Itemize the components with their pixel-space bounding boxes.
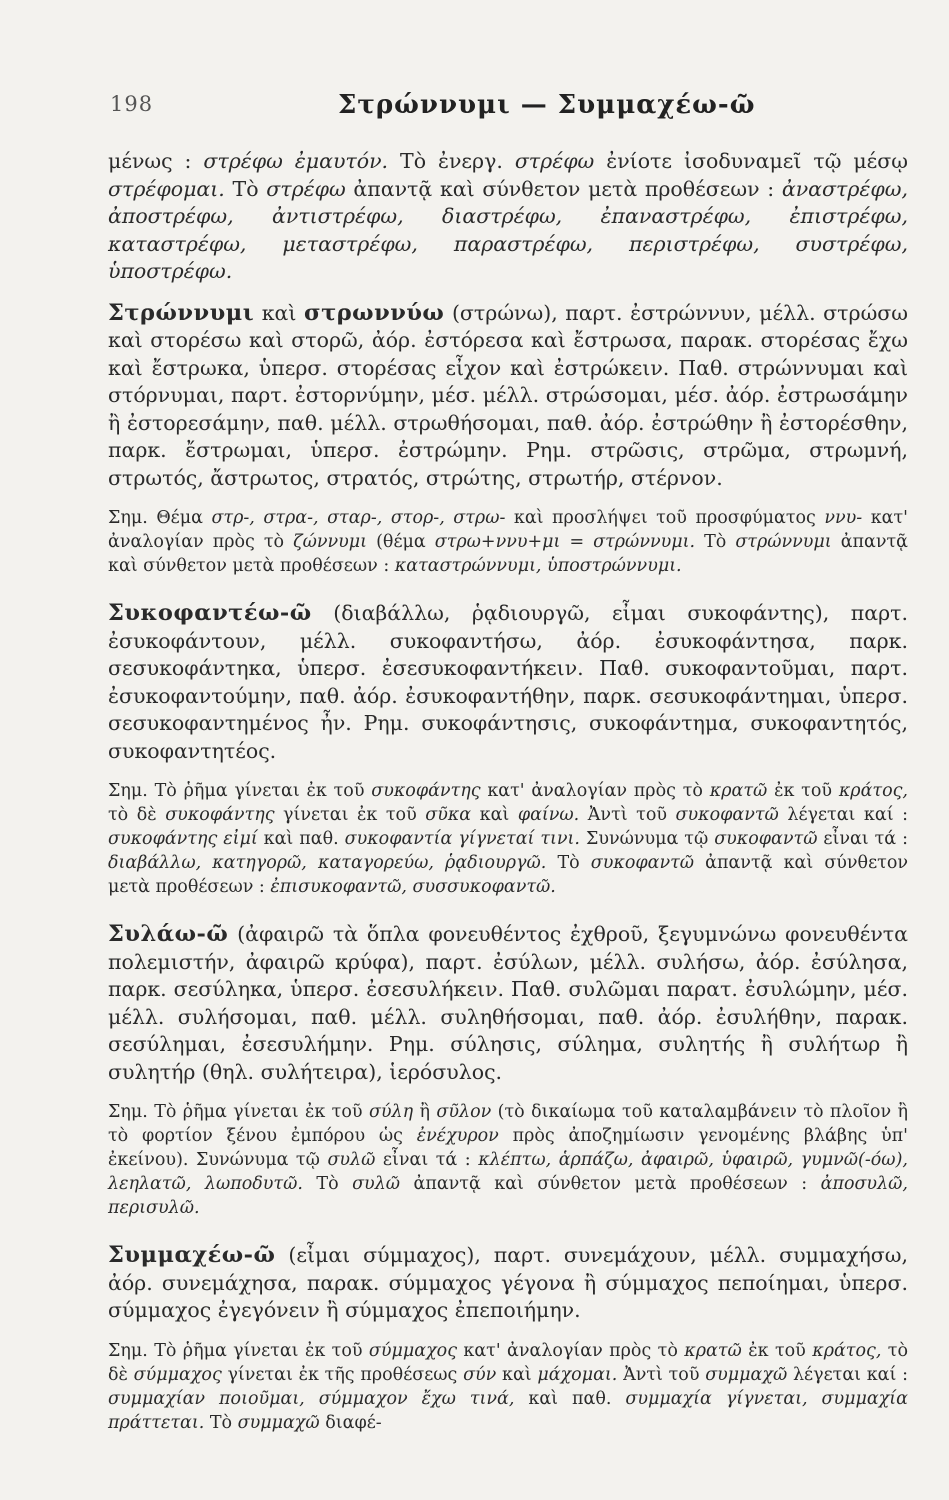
text-run: ἀπαντᾷ καὶ σύνθετον μετὰ προθέσεων : [400,1174,821,1194]
text-run: καὶ παθ. [257,829,345,849]
entry-sykofanteo [108,600,908,765]
italic-run: καταστρώννυμι, ὑποστρώννυμι. [394,556,682,576]
italic-run: φαίνω. [517,805,580,825]
italic-run: συκοφάντης εἰμί [108,829,258,849]
text-run: Ἀντὶ τοῦ [617,1364,706,1385]
text-run: Ἀντὶ τοῦ [579,805,676,825]
italic-run: στρέφομαι. [108,176,225,201]
text-run: λέγεται καί : [787,1364,908,1385]
text-run: ἀπαντᾷ καὶ σύνθετον μετὰ προθέσεων : [345,176,782,201]
italic-run: σῦκα [425,805,472,825]
text-run: καὶ [496,1364,538,1385]
italic-run: συκοφαντῶ [675,805,779,825]
text-run: Σημ. Τὸ ῥῆμα γίνεται ἐκ τοῦ [108,781,372,801]
entry-text: (στρώνω), παρτ. ἐστρώννυν, μέλλ. στρώσω καὶ στορέσω καὶ στορῶ, ἀόρ. ἐστόρεσα καὶ ἔστρωσα, παρακ. στορέσας ἔχω καὶ ἔστρωκα, ὑπερσ. στορέσας εἶχον καὶ ἐστρώκειν. Παθ. στρώννυμαι καὶ στόρνυμαι, παρτ. ἐστορνύμην, μέσ. μέλλ. στρώσομαι, μέσ. ἀόρ. ἐστρωσάμην ἢ ἐστορεσάμην, παθ. μέλλ. στρωθήσομαι, παθ. ἀόρ. ἐστρώθην ἢ ἐστορέσθην, παρκ. ἔστρωμαι, ὑπερσ. ἐστρώμην. Ρημ. στρῶσις, στρῶμα, στρωμνή, στρωτός, ἄστρωτος, στρατός, στρώτης, στρωτήρ, στέρνον. [108,300,908,490]
text-run: (τὸ δικαίωμα τοῦ καταλαμβάνειν τὸ πλοῖον ἢ τὸ φορτίον ξένου ἐμπόρου ὡς [108,1102,908,1146]
page-content [108,148,908,1457]
italic-run: μάχομαι. [537,1364,618,1385]
italic-run: ἐνέχυρον [416,1126,499,1146]
text-run: ἢ [413,1102,437,1122]
entry-text: (διαβάλλω, ῥᾳδιουργῶ, εἶμαι συκοφάντης), παρτ. ἐσυκοφάντουν, μέλλ. συκοφαντήσω, ἀόρ. ἐσυκοφάντησα, παρκ. σεσυκοφάντηκα, ὑπερσ. ἐσεσυκοφαντήκειν. Παθ. συκοφαντοῦμαι, παρτ. ἐσυκοφαντούμην, παθ. ἀόρ. ἐσυκοφαντήθην, παρκ. σεσυκοφάντημαι, ὑπερσ. σεσυκοφαντημένος ἦν. Ρημ. συκοφάντησις, συκοφάντημα, συκοφαντητός, συκοφαντητέος. [108,601,908,763]
italic-run: σύμμαχος [368,1340,458,1361]
intro-paragraph [108,148,908,286]
text-run: τὸ δὲ [108,1340,909,1385]
entry-text: (ἀφαιρῶ τὰ ὅπλα φονευθέντος ἐχθροῦ, ξεγυμνώνω φονευθέντα πολεμιστήν, ἀφαιρῶ κρύφα), παρτ. ἐσύλων, μέλλ. συλήσω, ἀόρ. ἐσύλησα, παρκ. σεσύληκα, ὑπερσ. ἐσεσυλήκειν. Παθ. συλῶμαι παρατ. ἐσυλώμην, μέσ. μέλλ. συλήσομαι, παθ. μέλλ. συληθήσομαι, παθ. ἀόρ. ἐσυλήθην, παρακ. σεσύλημαι, ἐσεσυλήμην. Ρημ. σύλησις, σύλημα, συλητής ἢ συλήτωρ ἢ συλητήρ (θηλ. συλήτειρα), ἱερόσυλος. [108,922,908,1084]
headword: Συλάω-ῶ [108,921,229,947]
entry-symmaxeo [108,1242,908,1325]
italic-run: συλῶ [352,1174,401,1194]
page-number: 198 [110,92,154,116]
text-run: γίνεται ἐκ τῆς προθέσεως [221,1364,464,1385]
running-title: Στρώννυμι — Συμμαχέω-ῶ [338,90,756,120]
italic-run: κράτος, [812,1340,882,1361]
italic-run: στρέφω [266,176,346,201]
text-run: Τὸ [224,176,267,201]
text-run: κατ' ἀναλογίαν πρὸς τὸ [457,1340,685,1361]
text-run: Σημ. Θέμα [108,508,212,528]
note-sylao [108,1100,908,1220]
italic-run: σύλη [368,1102,414,1122]
italic-run: ἀναστρέφω, ἀποστρέφω, ἀντιστρέφω, διαστρέφω, ἐπαναστρέφω, ἐπιστρέφω, καταστρέφω, μεταστρέφω, παραστρέφω, περιστρέφω, συστρέφω, ὑποστρέφω. [108,176,908,283]
text-run: ἐνίοτε ἰσοδυναμεῖ τῷ μέσῳ [594,149,909,173]
text-run: κατ' ἀναλογίαν πρὸς τὸ [480,781,710,801]
headword: Συμμαχέω-ῶ [108,1242,276,1268]
italic-run: συλῶ [327,1150,376,1170]
text-run: εἶναι τά : [817,829,908,849]
text-run: Τὸ [204,1412,238,1433]
text-run: κατ' ἀναλογίαν πρὸς τὸ [108,508,908,552]
text-run: λέγεται καί : [778,805,908,825]
italic-run: συμμαχῶ [705,1364,788,1385]
entry-strwnnymi [108,300,908,493]
italic-run: κράτος, [838,781,908,801]
italic-run: ζώννυμι [293,532,368,552]
italic-run: σύν [463,1364,497,1385]
text-run: πρὸς ἀποζημίωσιν γενομένης βλάβης ὑπ' ἐκείνου). Συνώνυμα τῷ [108,1126,908,1170]
text-run: τὸ δὲ [108,805,166,825]
note-symmaxeo [108,1339,908,1435]
entry-sylao [108,921,908,1086]
note-sykofanteo [108,779,908,899]
note-strwnnymi [108,506,908,578]
entry-text: (εἶμαι σύμμαχος), παρτ. συνεμάχουν, μέλλ. συμμαχήσω, ἀόρ. συνεμάχησα, παρακ. σύμμαχος γέγονα ἢ σύμμαχος πεποίημαι, ὑπερσ. σύμμαχος ἐγεγόνειν ἢ σύμμαχος ἐπεποιήμην. [108,1243,908,1322]
italic-run: συμμαχία γίγνεται, συμμαχία πράττεται. [108,1388,908,1433]
italic-run: συκοφάντης [371,781,481,801]
headword-variant: στρωννύω [303,299,445,326]
text-run: Σημ. Τὸ ῥῆμα γίνεται ἐκ τοῦ [108,1102,369,1122]
italic-run: συκοφαντῶ [714,829,818,849]
text-run: ἀπαντᾷ καὶ σύνθετον μετὰ προθέσεων : [108,532,908,576]
italic-run: κρατῶ [684,1340,742,1361]
italic-run: στρω+ννυ+μι = στρώννυμι. [434,532,696,552]
text-run: Σημ. Τὸ ῥῆμα γίνεται ἐκ τοῦ [108,1340,369,1361]
text-run: (θέμα [367,532,435,552]
italic-run: συκοφαντῶ [590,853,695,873]
italic-run: συμμαχῶ [237,1412,320,1433]
italic-run: στρέφω [514,149,595,173]
text-run: καὶ [471,805,518,825]
italic-run: ἀποσυλῶ, περισυλῶ. [108,1174,908,1218]
italic-run: κλέπτω, ἁρπάζω, ἀφαιρῶ, ὑφαιρῶ, γυμνῶ(-όω), λεηλατῶ, λωποδυτῶ. [108,1150,908,1194]
headword: Στρώννυμι [108,299,255,326]
text-run: εἶναι τά : [375,1150,479,1170]
page-header [110,92,910,132]
text-run: Τὸ [546,853,591,873]
italic-run: συκοφαντία γίγνεταί τινι. [344,829,580,849]
text-run: διαφέ- [319,1412,382,1433]
text-run: καὶ προσλήψει τοῦ προσφύματος [505,508,825,528]
italic-run: κρατῶ [709,781,768,801]
italic-run: ἐπισυκοφαντῶ, συσσυκοφαντῶ. [270,877,556,897]
italic-run: σῦλον [436,1102,492,1122]
italic-run: συκοφάντης [165,805,275,825]
text-run: μένως : [108,149,204,173]
italic-run: στρώννυμι [735,532,832,552]
italic-run: σύμμαχος [133,1364,222,1385]
text-run: Συνώνυμα τῷ [579,829,715,849]
text-run: ἀπαντᾷ καὶ σύνθετον μετὰ προθέσεων : [108,853,908,897]
text-run: καὶ [254,300,304,325]
text-run: Τὸ ἐνεργ. [388,149,515,173]
italic-run: συμμαχίαν ποιοῦμαι, σύμμαχον ἔχω τινά, [108,1388,515,1409]
text-run: ἐκ τοῦ [741,1340,813,1361]
italic-run: στρέφω ἐμαυτόν. [203,149,389,173]
italic-run: διαβάλλω, κατηγορῶ, καταγορεύω, ῥᾳδιουργῶ. [108,853,547,873]
text-run: Τὸ [695,532,736,552]
text-run: γίνεται ἐκ τοῦ [274,805,426,825]
text-run: ἐκ τοῦ [767,781,839,801]
italic-run: στρ-, στρα-, σταρ-, στορ-, στρω- [211,508,506,528]
text-run: Τὸ [302,1174,353,1194]
text-run: καὶ παθ. [514,1388,626,1409]
italic-run: ννυ- [824,508,863,528]
headword: Συκοφαντέω-ῶ [108,600,312,626]
